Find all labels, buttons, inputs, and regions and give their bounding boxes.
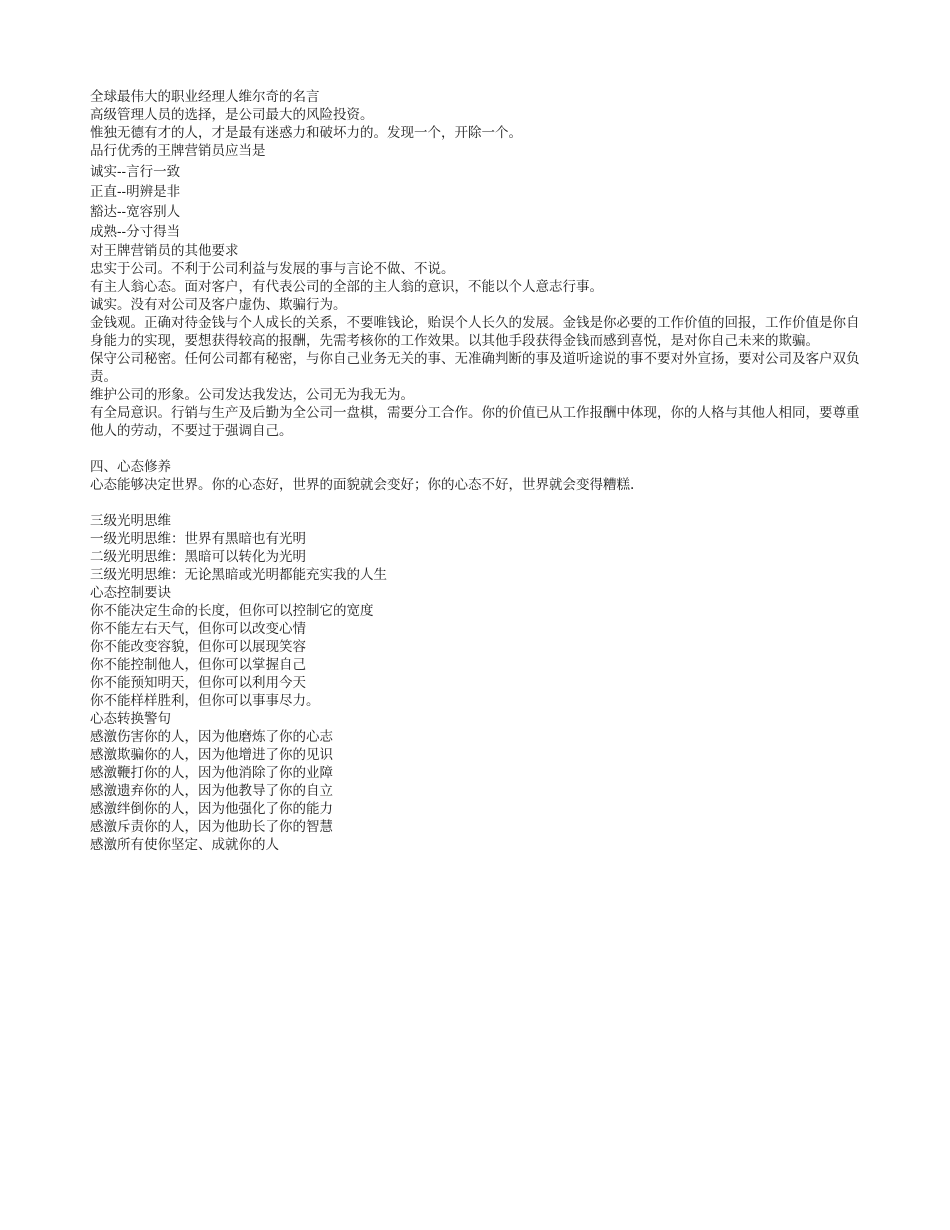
gratitude-heading: 心态转换警句 xyxy=(90,711,171,727)
requirement-item: 维护公司的形象。公司发达我发达，公司无为我无为。 xyxy=(90,387,414,403)
requirement-item: 有主人翁心态。面对客户，有代表公司的全部的主人翁的意识，不能以个人意志行事。 xyxy=(90,279,603,295)
quote-line: 惟独无德有才的人，才是最有迷惑力和破坏力的。发现一个，开除一个。 xyxy=(90,125,522,141)
virtue-item: 正直--明辨是非 xyxy=(90,184,181,200)
requirement-item: 保守公司秘密。任何公司都有秘密，与你自己业务无关的事、无准确判断的事及道听途说的事不要对外宣扬，要对公司及客户双负责。 xyxy=(90,351,860,385)
quote-line: 高级管理人员的选择，是公司最大的风险投资。 xyxy=(90,107,374,123)
virtue-item: 诚实--言行一致 xyxy=(90,164,181,180)
bright-thinking-item: 三级光明思维：无论黑暗或光明都能充实我的人生 xyxy=(90,567,387,583)
gratitude-item: 感激伤害你的人，因为他磨炼了你的心志 xyxy=(90,729,333,745)
gratitude-item: 感激欺骗你的人，因为他增进了你的见识 xyxy=(90,747,333,763)
virtue-item: 豁达--宽容别人 xyxy=(90,204,181,220)
control-item: 你不能样样胜利，但你可以事事尽力。 xyxy=(90,693,320,709)
bright-thinking-item: 一级光明思维：世界有黑暗也有光明 xyxy=(90,531,306,547)
control-item: 你不能改变容貌，但你可以展现笑容 xyxy=(90,639,306,655)
virtues-heading: 品行优秀的王牌营销员应当是 xyxy=(90,143,266,159)
control-item: 你不能预知明天，但你可以利用今天 xyxy=(90,675,306,691)
gratitude-item: 感激斥责你的人，因为他助长了你的智慧 xyxy=(90,819,333,835)
requirement-item: 金钱观。正确对待金钱与个人成长的关系，不要唯钱论，贻误个人长久的发展。金钱是你必要的工作价值的回报，工作价值是你自身能力的实现，要想获得较高的报酬，先需考核你的工作效果。以其他手段获得金钱而感到喜悦，是对你自己未来的欺骗。 xyxy=(90,315,860,349)
spacer xyxy=(90,440,870,458)
gratitude-item: 感激鞭打你的人，因为他消除了你的业障 xyxy=(90,765,333,781)
control-item: 你不能左右天气，但你可以改变心情 xyxy=(90,621,306,637)
intro-title: 全球最伟大的职业经理人维尔奇的名言 xyxy=(90,89,320,105)
bright-thinking-item: 二级光明思维：黑暗可以转化为光明 xyxy=(90,549,306,565)
control-heading: 心态控制要诀 xyxy=(90,585,171,601)
requirement-item: 忠实于公司。不利于公司利益与发展的事与言论不做、不说。 xyxy=(90,261,455,277)
virtue-item: 成熟--分寸得当 xyxy=(90,224,181,240)
control-item: 你不能控制他人，但你可以掌握自己 xyxy=(90,657,306,673)
mindset-text: 心态能够决定世界。你的心态好，世界的面貌就会变好；你的心态不好，世界就会变得糟糕. xyxy=(90,477,635,493)
gratitude-item: 感激绊倒你的人，因为他强化了你的能力 xyxy=(90,801,333,817)
control-item: 你不能决定生命的长度，但你可以控制它的宽度 xyxy=(90,603,374,619)
gratitude-item: 感激所有使你坚定、成就你的人 xyxy=(90,837,279,853)
requirements-heading: 对王牌营销员的其他要求 xyxy=(90,243,239,259)
bright-thinking-heading: 三级光明思维 xyxy=(90,513,171,529)
spacer xyxy=(90,494,870,512)
document-page xyxy=(90,88,870,854)
gratitude-item: 感激遗弃你的人，因为他教导了你的自立 xyxy=(90,783,333,799)
mindset-heading: 四、心态修养 xyxy=(90,459,171,475)
requirement-item: 诚实。没有对公司及客户虚伪、欺骗行为。 xyxy=(90,297,347,313)
requirement-item: 有全局意识。行销与生产及后勤为全公司一盘棋，需要分工合作。你的价值已从工作报酬中体现，你的人格与其他人相同，要尊重他人的劳动，不要过于强调自己。 xyxy=(90,405,860,439)
